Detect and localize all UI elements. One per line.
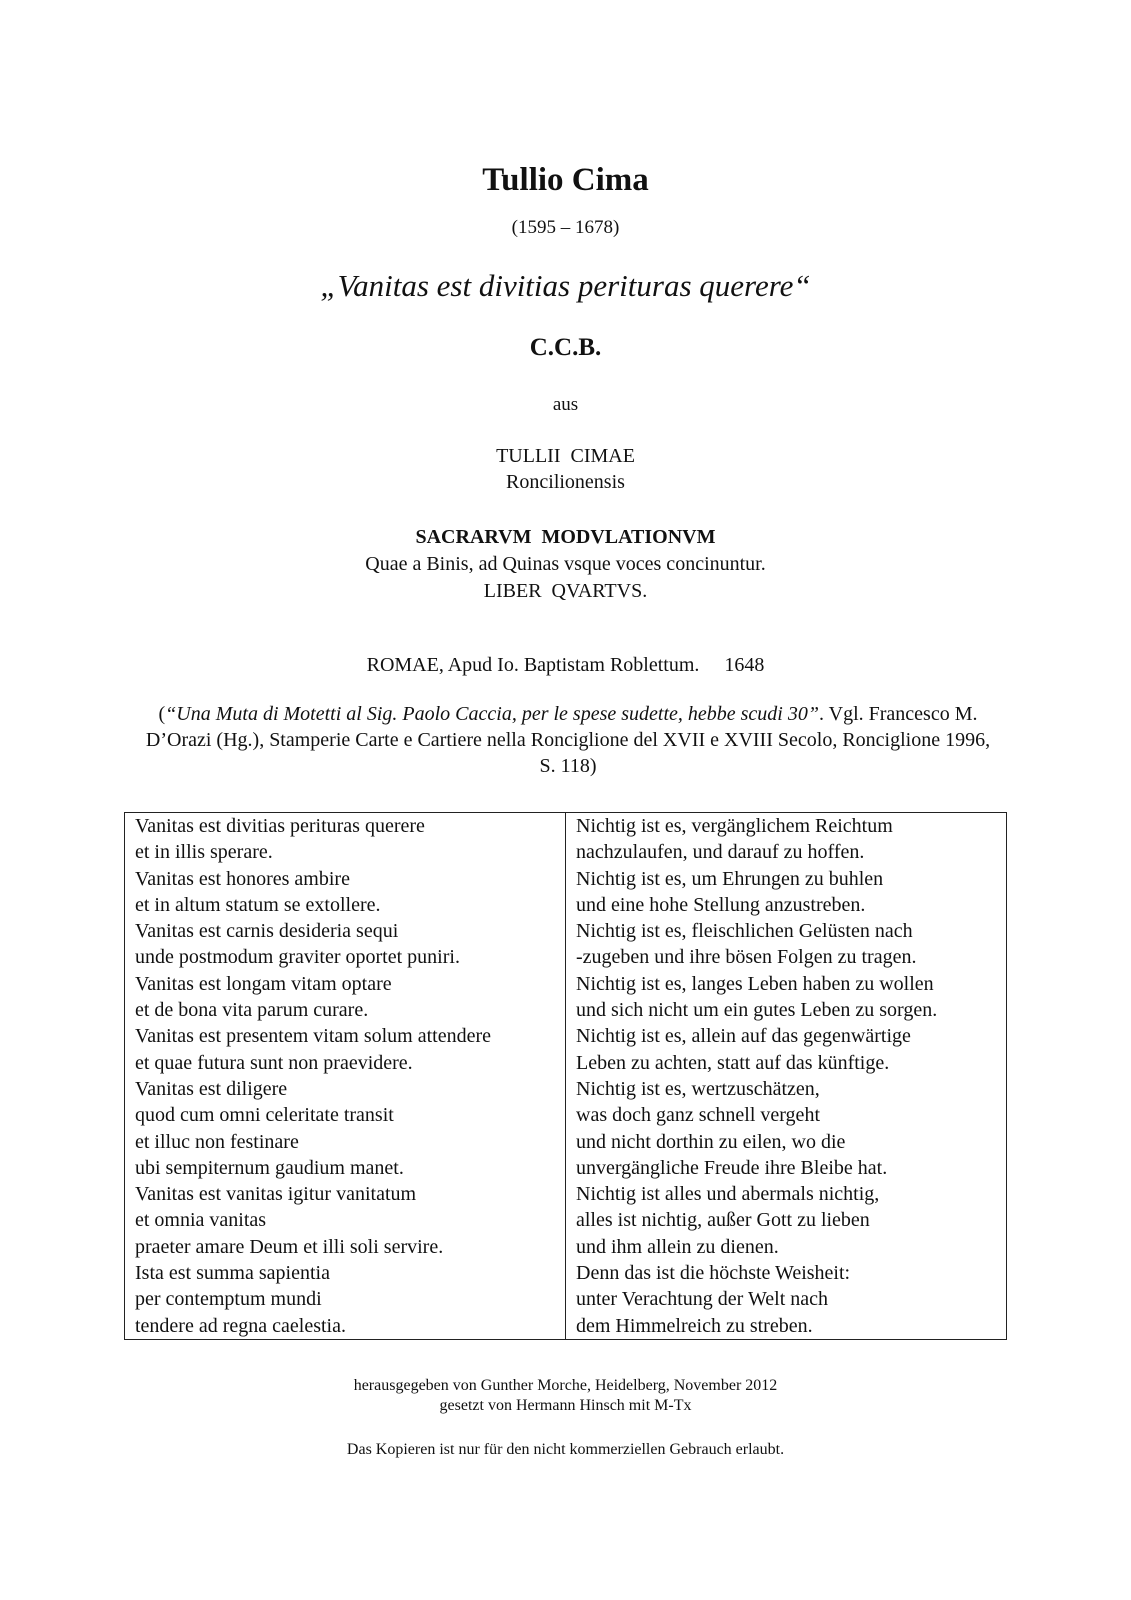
latin-line: Vanitas est presentem vitam solum attendere xyxy=(135,1025,492,1048)
latin-line: et illuc non festinare xyxy=(135,1130,299,1153)
source-title: SACRARVM MODVLATIONVM xyxy=(415,526,716,548)
latin-line: Vanitas est divitias perituras querere xyxy=(135,815,425,837)
german-line: Nichtig ist es, fleischlichen Gelüsten nach xyxy=(576,920,913,943)
latin-column xyxy=(125,813,566,1340)
german-line: und eine hohe Stellung anzustreben. xyxy=(576,893,866,916)
table-row xyxy=(125,813,1007,1340)
german-line: und sich nicht um ein gutes Leben zu sorgen. xyxy=(576,999,938,1022)
german-line: Nichtig ist es, langes Leben haben zu wollen xyxy=(576,972,934,995)
german-line: dem Himmelreich zu streben. xyxy=(576,1314,813,1337)
composer-dates: (1595 – 1678) xyxy=(511,217,620,238)
german-line: Denn das ist die höchste Weisheit: xyxy=(576,1262,851,1285)
author-block xyxy=(0,443,1131,495)
german-line: alles ist nichtig, außer Gott zu lieben xyxy=(576,1209,870,1232)
german-line: Nichtig ist es, um Ehrungen zu buhlen xyxy=(576,867,884,890)
aus-label: aus xyxy=(552,394,579,415)
latin-line: unde postmodum graviter oportet puniri. xyxy=(135,946,460,969)
credits xyxy=(0,1376,1131,1416)
german-line: Nichtig ist es, allein auf das gegenwärtige xyxy=(576,1025,911,1048)
latin-line: per contemptum mundi xyxy=(135,1288,322,1311)
german-line: unter Verachtung der Welt nach xyxy=(576,1288,829,1311)
latin-line: et quae futura sunt non praevidere. xyxy=(135,1051,413,1074)
latin-line: Vanitas est longam vitam optare xyxy=(135,972,392,995)
source-subtitle: Quae a Binis, ad Quinas vsque voces concinuntur. xyxy=(365,553,766,575)
text-translation-table xyxy=(124,812,1007,1340)
latin-line: et de bona vita parum curare. xyxy=(135,999,369,1022)
german-line: Nichtig ist es, wertzuschätzen, xyxy=(576,1077,820,1100)
latin-line: Vanitas est carnis desideria sequi xyxy=(135,920,399,943)
latin-line: quod cum omni celeritate transit xyxy=(135,1104,394,1127)
source-note xyxy=(140,701,996,779)
german-line: nachzulaufen, und darauf zu hoffen. xyxy=(576,841,865,864)
latin-line: et omnia vanitas xyxy=(135,1209,267,1232)
composer-name: Tullio Cima xyxy=(482,162,649,198)
note-reference: . Vgl. Francesco M. D’Orazi (Hg.), Stamperie Carte e Cartiere nella Ronciglione del XVII e XVIII Secolo, Ronciglione 1996, S. 118) xyxy=(145,703,991,777)
latin-line: tendere ad regna caelestia. xyxy=(135,1314,346,1337)
copyright-notice: Das Kopieren ist nur für den nicht kommerziellen Gebrauch erlaubt. xyxy=(346,1441,785,1458)
german-line: Leben zu achten, statt auf das künftige. xyxy=(576,1051,890,1074)
german-column xyxy=(566,813,1007,1340)
author-origin: Roncilionensis xyxy=(506,471,625,493)
german-line: und nicht dorthin zu eilen, wo die xyxy=(576,1130,846,1153)
german-line: Nichtig ist es, vergänglichem Reichtum xyxy=(576,815,893,837)
source-book: LIBER QVARTVS. xyxy=(483,580,648,602)
latin-line: Ista est summa sapientia xyxy=(135,1262,330,1285)
author-name: TULLII CIMAE xyxy=(496,445,635,467)
voicing: C.C.B. xyxy=(529,334,602,361)
latin-line: Vanitas est diligere xyxy=(135,1077,288,1100)
note-open: ( xyxy=(158,703,166,725)
motet-title: „Vanitas est divitias perituras querere“ xyxy=(320,268,811,303)
german-line: -zugeben und ihre bösen Folgen zu tragen. xyxy=(576,946,917,969)
german-line: und ihm allein zu dienen. xyxy=(576,1235,779,1258)
latin-line: et in altum statum se extollere. xyxy=(135,893,381,916)
editor-credit: herausgegeben von Gunther Morche, Heidelberg, November 2012 xyxy=(353,1377,778,1394)
note-quote: “Una Muta di Motetti al Sig. Paolo Caccia, per le spese sudette, hebbe scudi 30” xyxy=(165,703,819,725)
latin-line: Vanitas est honores ambire xyxy=(135,867,350,890)
imprint: ROMAE, Apud Io. Baptistam Roblettum. 1648 xyxy=(366,654,765,676)
latin-line: praeter amare Deum et illi soli servire. xyxy=(135,1235,444,1258)
latin-line: ubi sempiternum gaudium manet. xyxy=(135,1156,404,1179)
german-line: Nichtig ist alles und abermals nichtig, xyxy=(576,1183,880,1206)
typesetter-credit: gesetzt von Hermann Hinsch mit M-Tx xyxy=(439,1397,692,1414)
latin-line: Vanitas est vanitas igitur vanitatum xyxy=(135,1183,417,1206)
german-line: unvergängliche Freude ihre Bleibe hat. xyxy=(576,1156,888,1179)
source-block xyxy=(0,524,1131,605)
german-line: was doch ganz schnell vergeht xyxy=(576,1104,820,1127)
latin-line: et in illis sperare. xyxy=(135,841,273,864)
